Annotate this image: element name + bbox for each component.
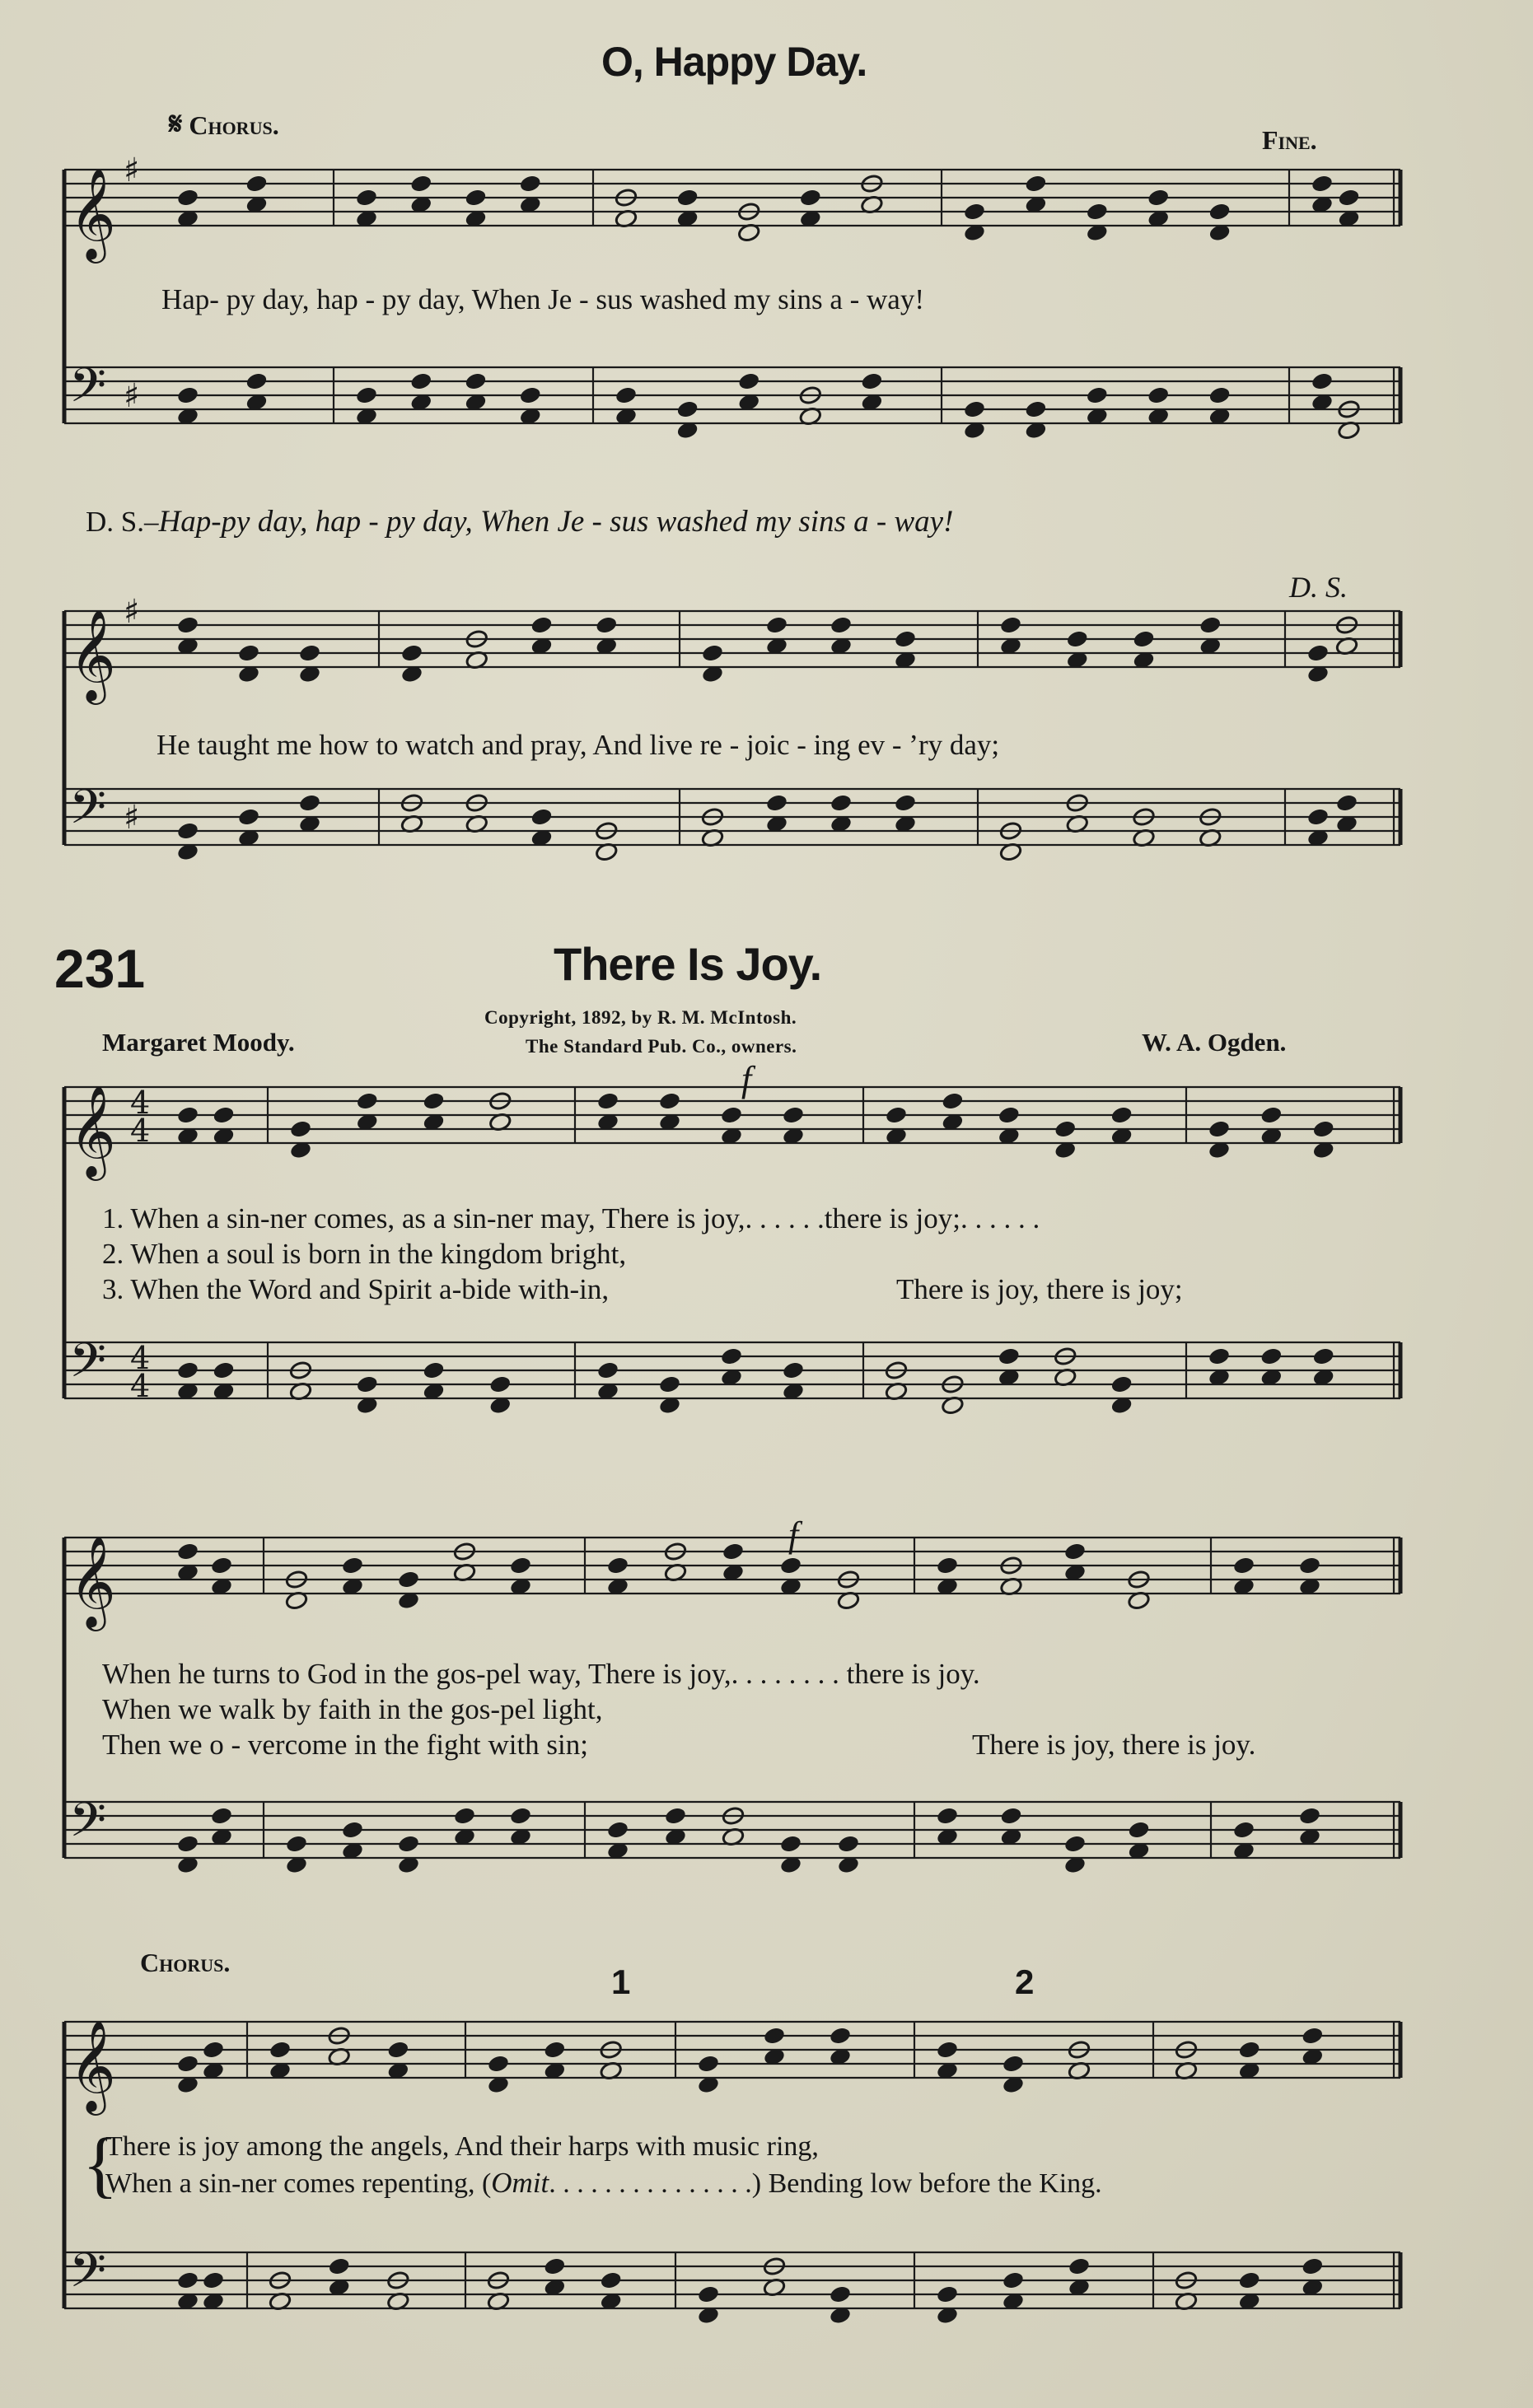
first-ending: 1 [611, 1962, 631, 2001]
lyric-line-hymn1: Hap- py day, hap - py day, When Je - sus washed my sins a - way! [161, 283, 924, 315]
svg-text:𝄢: 𝄢 [69, 2242, 107, 2310]
chorus-label-text: Chorus. [189, 110, 279, 140]
verse-line-2b: When we walk by faith in the gos-pel light, [102, 1693, 603, 1725]
svg-text:♯: ♯ [124, 799, 140, 837]
svg-text:𝄞: 𝄞 [69, 609, 116, 701]
omit-marking: Omit [491, 2167, 549, 2199]
dynamic-forte: f [741, 1059, 752, 1099]
verse-line-3a-tail: There is joy, there is joy; [896, 1273, 1183, 1305]
chorus-line-2-pre: When a sin-ner comes repenting, ( [105, 2168, 492, 2199]
dynamic-forte-2: f [788, 1514, 799, 1555]
copyright-line-2: The Standard Pub. Co., owners. [526, 1036, 797, 1057]
chorus-line-2 [105, 2167, 1102, 2200]
svg-text:♯: ♯ [124, 377, 140, 415]
chorus-line-1: There is joy among the angels, And their harps with music ring, [105, 2131, 819, 2162]
segno-icon: 𝄋 [169, 105, 183, 142]
svg-text:𝄞: 𝄞 [69, 1535, 116, 1627]
ds-prefix: D. S.– [86, 506, 159, 538]
hymn-number: 231 [54, 938, 146, 999]
hymn-title: O, Happy Day. [601, 39, 867, 85]
author: Margaret Moody. [102, 1028, 295, 1057]
ds-lyric [86, 504, 953, 539]
composer: W. A. Ogden. [1142, 1028, 1287, 1057]
svg-text:𝄞: 𝄞 [69, 167, 116, 259]
lyric-line-hymn1-2: He taught me how to watch and pray, And live re - joic - ing ev - ’ry day; [157, 729, 1000, 761]
svg-text:4: 4 [130, 1113, 151, 1149]
verse-line-1a: 1. When a sin-ner comes, as a sin-ner may, There is joy,. . . . . .there is joy;. . . . . . [102, 1202, 1040, 1234]
svg-text:4: 4 [130, 1340, 151, 1376]
verse-line-2a: 2. When a soul is born in the kingdom bright, [102, 1238, 627, 1270]
second-ending: 2 [1015, 1962, 1035, 2001]
svg-text:𝄢: 𝄢 [69, 1792, 107, 1860]
svg-text:𝄞: 𝄞 [69, 1085, 116, 1177]
hymn-title-2: There Is Joy. [554, 938, 822, 990]
verse-line-1b: When he turns to God in the gos-pel way, There is joy,. . . . . . . . there is joy. [102, 1658, 980, 1690]
brace-icon: { [82, 2124, 119, 2205]
svg-text:♯: ♯ [124, 152, 140, 189]
ds-marking: D. S. [1289, 571, 1348, 604]
chorus-label-2: Chorus. [140, 1948, 231, 1977]
svg-text:𝄢: 𝄢 [69, 357, 107, 425]
svg-text:4: 4 [130, 1085, 151, 1121]
verse-line-3a: 3. When the Word and Spirit a-bide with-in, [102, 1273, 610, 1305]
chorus-line-2-post: . . . . . . . . . . . . . . .) Bending low before the King. [549, 2168, 1102, 2199]
copyright-line-1: Copyright, 1892, by R. M. McIntosh. [484, 1007, 797, 1028]
fine-label: Fine. [1262, 125, 1317, 155]
verse-line-3b-tail: There is joy, there is joy. [972, 1729, 1256, 1761]
ds-lyric-text: Hap-py day, hap - py day, When Je - sus washed my sins a - way! [158, 505, 954, 539]
svg-text:♯: ♯ [124, 593, 140, 631]
svg-text:𝄢: 𝄢 [69, 779, 107, 847]
svg-text:𝄞: 𝄞 [69, 2019, 116, 2112]
svg-text:𝄢: 𝄢 [69, 1332, 107, 1400]
verse-line-3b: Then we o - vercome in the fight with sin; [102, 1729, 588, 1761]
svg-text:4: 4 [130, 1368, 151, 1404]
